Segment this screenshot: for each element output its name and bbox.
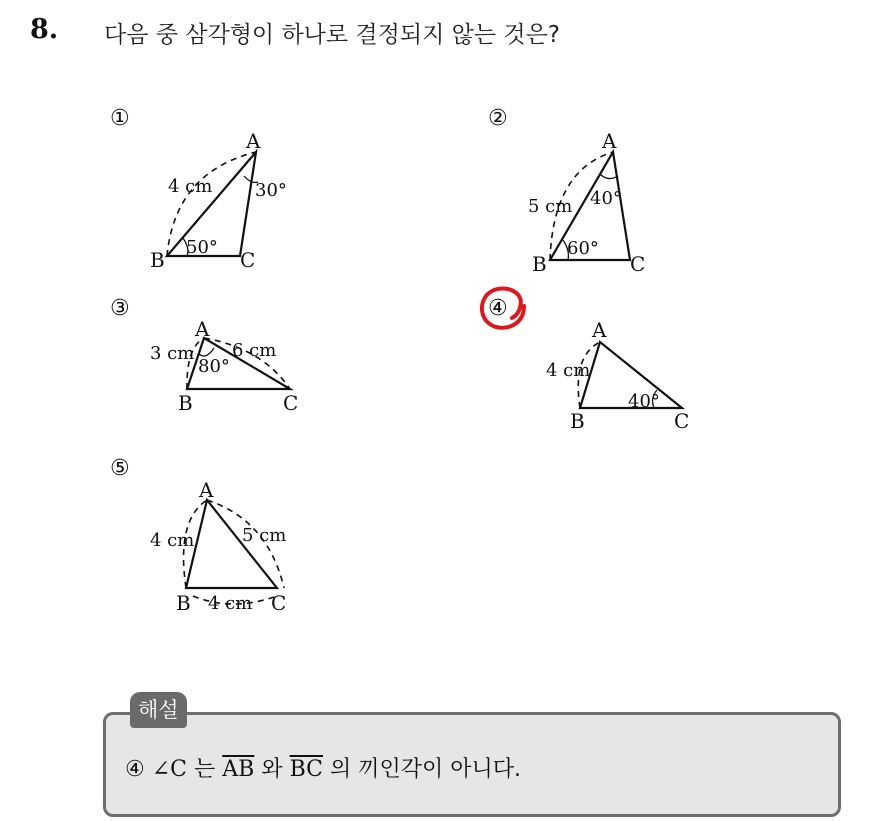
side-label: 4 cm (546, 360, 591, 381)
angle-label: 40° (590, 188, 622, 209)
answer-circle-mark (482, 289, 524, 328)
question-text: 다음 중 삼각형이 하나로 결정되지 않는 것은? (104, 22, 560, 48)
figure-3 (150, 317, 298, 415)
explanation-choice-num: ④ (125, 757, 145, 782)
vertex-b: B (570, 409, 585, 433)
vertex-c: C (674, 409, 690, 433)
vertex-a: A (592, 318, 607, 342)
vertex-c: C (630, 252, 646, 276)
explanation-particle: 는 (194, 757, 216, 782)
vertex-c: C (271, 591, 287, 615)
vertex-c: C (283, 391, 299, 415)
segment-bc: $\overline{BC}$ (289, 757, 324, 782)
vertex-a: A (602, 129, 617, 153)
choice-2-number[interactable]: ② (488, 106, 508, 131)
side-label: 4 cm (168, 176, 213, 197)
vertex-c: C (240, 248, 256, 272)
vertex-a: A (195, 317, 210, 341)
vertex-b: B (176, 591, 191, 615)
side-label: 5 cm (242, 525, 287, 546)
segment-ab: $\overline{AB}$ (222, 757, 255, 782)
explanation-particle: 와 (261, 757, 283, 782)
figure-4 (546, 318, 689, 433)
side-label: 5 cm (528, 196, 573, 217)
side-label: 4 cm (208, 593, 253, 614)
angle-label: 30° (255, 180, 287, 201)
choice-3-number[interactable]: ③ (110, 296, 130, 321)
explanation-tag: 해설 (130, 692, 187, 728)
side-label: 3 cm (150, 343, 195, 364)
angle-label: 80° (198, 356, 230, 377)
explanation-text (125, 752, 521, 783)
angle-label: 60° (567, 238, 599, 259)
vertex-a: A (246, 129, 261, 153)
angle-label: 40° (628, 391, 660, 412)
vertex-a: A (199, 478, 214, 502)
angle-label: 50° (186, 237, 218, 258)
side-label: 4 cm (150, 530, 195, 551)
figure-5 (150, 478, 286, 615)
side-label: 6 cm (232, 340, 277, 361)
explanation-angle: ∠C (151, 757, 188, 782)
choice-1-number[interactable]: ① (110, 106, 130, 131)
figure-2 (528, 129, 645, 276)
vertex-b: B (150, 248, 165, 272)
question-number: 8. (30, 14, 59, 45)
choice-5-number[interactable]: ⑤ (110, 456, 130, 481)
vertex-b: B (178, 391, 193, 415)
figure-1 (150, 129, 287, 272)
vertex-b: B (532, 252, 547, 276)
choice-4-number[interactable]: ④ (488, 296, 508, 321)
explanation-ending: 의 끼인각이 아니다. (330, 757, 522, 782)
